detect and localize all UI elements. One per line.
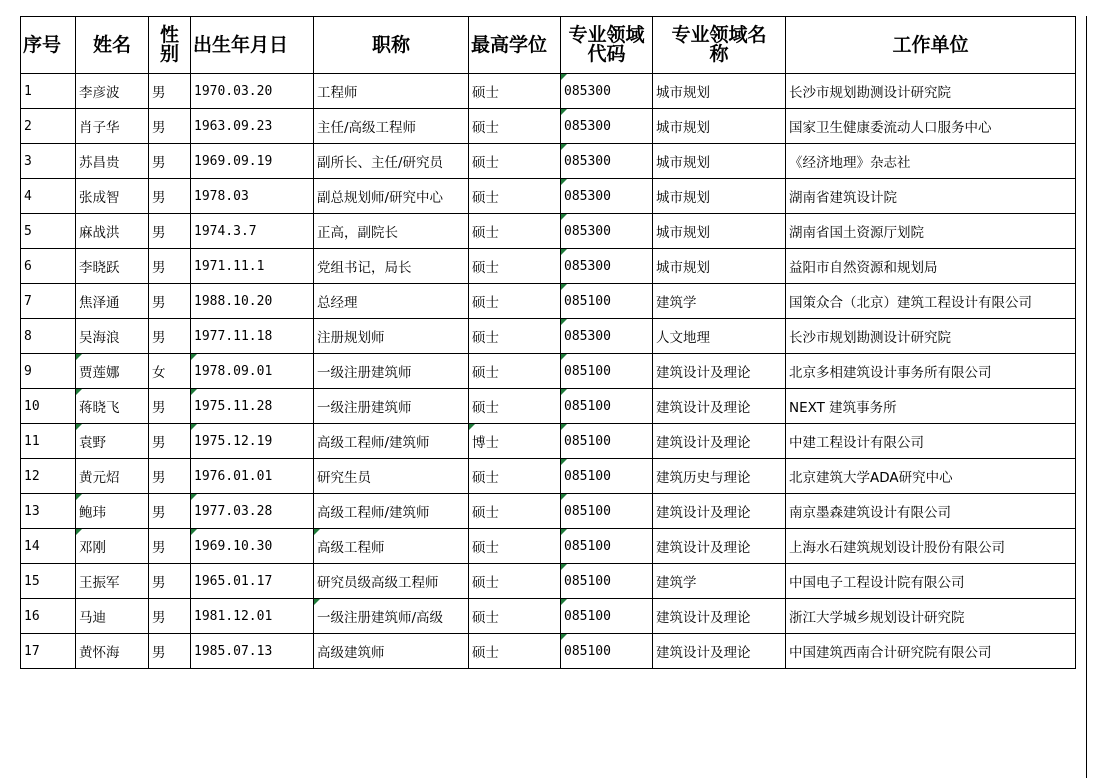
cell-code[interactable]: 085100 [561, 424, 653, 459]
cell-name[interactable]: 焦泽通 [76, 284, 149, 319]
cell-field[interactable]: 建筑设计及理论 [653, 389, 786, 424]
cell-name[interactable]: 贾莲娜 [76, 354, 149, 389]
cell-title[interactable]: 工程师 [314, 74, 469, 109]
cell-title[interactable]: 一级注册建筑师 [314, 389, 469, 424]
cell-no[interactable]: 6 [21, 249, 76, 284]
cell-no[interactable]: 14 [21, 529, 76, 564]
cell-title[interactable]: 正高，副院长 [314, 214, 469, 249]
cell-no[interactable]: 3 [21, 144, 76, 179]
table-row [21, 494, 1076, 529]
cell-org[interactable]: 湖南省国土资源厅划院 [786, 214, 1076, 249]
table-row [21, 564, 1076, 599]
cell-name[interactable]: 李晓跃 [76, 249, 149, 284]
cell-birth[interactable]: 1977.03.28 [191, 494, 314, 529]
cell-degree[interactable]: 硕士 [469, 529, 561, 564]
cell-name[interactable]: 邓刚 [76, 529, 149, 564]
header-code-line2: 代码 [587, 43, 626, 65]
cell-code[interactable]: 085300 [561, 109, 653, 144]
cell-birth[interactable]: 1976.01.01 [191, 459, 314, 494]
cell-degree[interactable]: 硕士 [469, 74, 561, 109]
cell-birth[interactable]: 1977.11.18 [191, 319, 314, 354]
cell-code[interactable]: 085100 [561, 634, 653, 669]
cell-code[interactable]: 085100 [561, 389, 653, 424]
cell-field[interactable]: 建筑设计及理论 [653, 424, 786, 459]
cell-org[interactable]: 《经济地理》杂志社 [786, 144, 1076, 179]
table-row [21, 74, 1076, 109]
cell-org[interactable]: 长沙市规划勘测设计研究院 [786, 74, 1076, 109]
cell-birth[interactable]: 1981.12.01 [191, 599, 314, 634]
cell-birth[interactable]: 1969.10.30 [191, 529, 314, 564]
table-body [21, 74, 1076, 669]
header-code-line1: 专业领域 [568, 24, 645, 46]
cell-birth[interactable]: 1974.3.7 [191, 214, 314, 249]
cell-birth[interactable]: 1978.09.01 [191, 354, 314, 389]
header-gender-line1: 性 [159, 24, 179, 46]
cell-title[interactable]: 高级工程师/建筑师 [314, 424, 469, 459]
table-row [21, 319, 1076, 354]
cell-gender[interactable]: 男 [149, 319, 191, 354]
table-row [21, 249, 1076, 284]
cell-birth[interactable]: 1963.09.23 [191, 109, 314, 144]
cell-code[interactable]: 085100 [561, 564, 653, 599]
cell-field[interactable]: 城市规划 [653, 109, 786, 144]
cell-org[interactable]: 中建工程设计有限公司 [786, 424, 1076, 459]
cell-birth[interactable]: 1970.03.20 [191, 74, 314, 109]
cell-org[interactable]: 南京墨森建筑设计有限公司 [786, 494, 1076, 529]
cell-org[interactable]: 上海水石建筑规划设计股份有限公司 [786, 529, 1076, 564]
table-row [21, 459, 1076, 494]
cell-org[interactable]: 北京多相建筑设计事务所有限公司 [786, 354, 1076, 389]
cell-name[interactable]: 王振军 [76, 564, 149, 599]
table-row [21, 599, 1076, 634]
cell-code[interactable]: 085300 [561, 179, 653, 214]
cell-name[interactable]: 鲍玮 [76, 494, 149, 529]
cell-field[interactable]: 城市规划 [653, 249, 786, 284]
cell-birth[interactable]: 1969.09.19 [191, 144, 314, 179]
cell-degree[interactable]: 硕士 [469, 214, 561, 249]
table-row [21, 144, 1076, 179]
header-birth[interactable]: 出生年月日 [191, 17, 314, 74]
cell-gender[interactable]: 男 [149, 389, 191, 424]
cell-name[interactable]: 黄怀海 [76, 634, 149, 669]
cell-code[interactable]: 085100 [561, 494, 653, 529]
header-title[interactable]: 职称 [314, 17, 469, 74]
cell-field[interactable]: 城市规划 [653, 74, 786, 109]
header-name[interactable]: 姓名 [76, 17, 149, 74]
cell-title[interactable]: 研究生员 [314, 459, 469, 494]
cell-degree[interactable]: 硕士 [469, 599, 561, 634]
cell-field[interactable]: 城市规划 [653, 144, 786, 179]
cell-no[interactable]: 9 [21, 354, 76, 389]
cell-degree[interactable]: 硕士 [469, 564, 561, 599]
header-gender[interactable] [149, 17, 191, 74]
cell-gender[interactable]: 男 [149, 144, 191, 179]
cell-no[interactable]: 5 [21, 214, 76, 249]
cell-org[interactable]: 中国建筑西南合计研究院有限公司 [786, 634, 1076, 669]
cell-no[interactable]: 8 [21, 319, 76, 354]
header-no[interactable]: 序号 [21, 17, 76, 74]
cell-name[interactable]: 黄元炤 [76, 459, 149, 494]
cell-name[interactable]: 马迪 [76, 599, 149, 634]
cell-name[interactable]: 袁野 [76, 424, 149, 459]
cell-no[interactable]: 15 [21, 564, 76, 599]
cell-degree[interactable]: 硕士 [469, 494, 561, 529]
table-row [21, 424, 1076, 459]
cell-field[interactable]: 建筑设计及理论 [653, 529, 786, 564]
table-row [21, 354, 1076, 389]
cell-gender[interactable]: 男 [149, 564, 191, 599]
cell-gender[interactable]: 男 [149, 179, 191, 214]
table-row [21, 634, 1076, 669]
cell-no[interactable]: 1 [21, 74, 76, 109]
cell-name[interactable]: 苏昌贵 [76, 144, 149, 179]
cell-birth[interactable]: 1985.07.13 [191, 634, 314, 669]
table-row [21, 214, 1076, 249]
cell-birth[interactable]: 1988.10.20 [191, 284, 314, 319]
cell-org[interactable]: NEXT 建筑事务所 [786, 389, 1076, 424]
cell-gender[interactable]: 男 [149, 284, 191, 319]
cell-no[interactable]: 17 [21, 634, 76, 669]
cell-field[interactable]: 城市规划 [653, 214, 786, 249]
cell-gender[interactable]: 男 [149, 424, 191, 459]
cell-gender[interactable]: 男 [149, 599, 191, 634]
cell-degree[interactable]: 硕士 [469, 249, 561, 284]
table-row [21, 529, 1076, 564]
table-row [21, 284, 1076, 319]
cell-no[interactable]: 10 [21, 389, 76, 424]
cell-code[interactable]: 085300 [561, 249, 653, 284]
cell-field[interactable]: 建筑学 [653, 564, 786, 599]
cell-title[interactable]: 主任/高级工程师 [314, 109, 469, 144]
cell-org[interactable]: 中国电子工程设计院有限公司 [786, 564, 1076, 599]
cell-name[interactable]: 肖子华 [76, 109, 149, 144]
cell-code[interactable]: 085100 [561, 529, 653, 564]
header-row [21, 17, 1076, 74]
cell-field[interactable]: 建筑设计及理论 [653, 494, 786, 529]
cell-degree[interactable]: 硕士 [469, 319, 561, 354]
header-gender-line2: 别 [159, 43, 179, 65]
cell-no[interactable]: 4 [21, 179, 76, 214]
cell-title[interactable]: 总经理 [314, 284, 469, 319]
cell-field[interactable]: 建筑学 [653, 284, 786, 319]
cell-code[interactable]: 085300 [561, 319, 653, 354]
header-field-line1: 专业领域名 [671, 24, 767, 46]
cell-title[interactable]: 一级注册建筑师/高级 [314, 599, 469, 634]
cell-degree[interactable]: 博士 [469, 424, 561, 459]
cell-name[interactable]: 麻战洪 [76, 214, 149, 249]
expert-table [20, 16, 1076, 669]
cell-title[interactable]: 高级建筑师 [314, 634, 469, 669]
cell-birth[interactable]: 1975.12.19 [191, 424, 314, 459]
cell-field[interactable]: 人文地理 [653, 319, 786, 354]
cell-code[interactable]: 085300 [561, 214, 653, 249]
cell-org[interactable]: 北京建筑大学ADA研究中心 [786, 459, 1076, 494]
cell-birth[interactable]: 1978.03 [191, 179, 314, 214]
cell-name[interactable]: 张成智 [76, 179, 149, 214]
cell-gender[interactable]: 男 [149, 109, 191, 144]
cell-title[interactable]: 党组书记，局长 [314, 249, 469, 284]
cell-gender[interactable]: 男 [149, 459, 191, 494]
cell-code[interactable]: 085300 [561, 144, 653, 179]
cell-org[interactable]: 国策众合（北京）建筑工程设计有限公司 [786, 284, 1076, 319]
cell-birth[interactable]: 1965.01.17 [191, 564, 314, 599]
cell-field[interactable]: 建筑设计及理论 [653, 354, 786, 389]
cell-degree[interactable]: 硕士 [469, 389, 561, 424]
cell-degree[interactable]: 硕士 [469, 459, 561, 494]
header-org[interactable]: 工作单位 [786, 17, 1076, 74]
cell-org[interactable]: 长沙市规划勘测设计研究院 [786, 319, 1076, 354]
cell-gender[interactable]: 男 [149, 249, 191, 284]
table-row [21, 179, 1076, 214]
header-degree[interactable]: 最高学位 [469, 17, 561, 74]
cell-degree[interactable]: 硕士 [469, 144, 561, 179]
cell-gender[interactable]: 男 [149, 529, 191, 564]
cell-gender[interactable]: 男 [149, 494, 191, 529]
cell-code[interactable]: 085100 [561, 284, 653, 319]
cell-gender[interactable]: 男 [149, 74, 191, 109]
cell-degree[interactable]: 硕士 [469, 109, 561, 144]
table-row [21, 389, 1076, 424]
cell-degree[interactable]: 硕士 [469, 284, 561, 319]
cell-gender[interactable]: 女 [149, 354, 191, 389]
cell-org[interactable]: 益阳市自然资源和规划局 [786, 249, 1076, 284]
cell-name[interactable]: 吴海浪 [76, 319, 149, 354]
cell-code[interactable]: 085100 [561, 599, 653, 634]
cell-birth[interactable]: 1975.11.28 [191, 389, 314, 424]
cell-field[interactable]: 建筑设计及理论 [653, 634, 786, 669]
cell-title[interactable]: 研究员级高级工程师 [314, 564, 469, 599]
cell-title[interactable]: 高级工程师 [314, 529, 469, 564]
cell-title[interactable]: 高级工程师/建筑师 [314, 494, 469, 529]
cell-birth[interactable]: 1971.11.1 [191, 249, 314, 284]
cell-field[interactable]: 建筑设计及理论 [653, 599, 786, 634]
header-field[interactable] [653, 17, 786, 74]
cell-degree[interactable]: 硕士 [469, 634, 561, 669]
cell-org[interactable]: 湖南省建筑设计院 [786, 179, 1076, 214]
cell-no[interactable]: 12 [21, 459, 76, 494]
cell-no[interactable]: 7 [21, 284, 76, 319]
cell-field[interactable]: 建筑历史与理论 [653, 459, 786, 494]
cell-org[interactable]: 浙江大学城乡规划设计研究院 [786, 599, 1076, 634]
cell-code[interactable]: 085100 [561, 354, 653, 389]
cell-code[interactable]: 085100 [561, 459, 653, 494]
cell-no[interactable]: 2 [21, 109, 76, 144]
cell-code[interactable]: 085300 [561, 74, 653, 109]
cell-name[interactable]: 蒋晓飞 [76, 389, 149, 424]
header-field-line2: 称 [709, 43, 729, 65]
cell-name[interactable]: 李彦波 [76, 74, 149, 109]
cell-title[interactable]: 副所长、主任/研究员 [314, 144, 469, 179]
cell-no[interactable]: 13 [21, 494, 76, 529]
cell-gender[interactable]: 男 [149, 214, 191, 249]
cell-gender[interactable]: 男 [149, 634, 191, 669]
header-code[interactable] [561, 17, 653, 74]
cell-title[interactable]: 一级注册建筑师 [314, 354, 469, 389]
table-row [21, 109, 1076, 144]
cell-title[interactable]: 注册规划师 [314, 319, 469, 354]
cell-org[interactable]: 国家卫生健康委流动人口服务中心 [786, 109, 1076, 144]
cell-title[interactable]: 副总规划师/研究中心 [314, 179, 469, 214]
cell-field[interactable]: 城市规划 [653, 179, 786, 214]
cell-no[interactable]: 11 [21, 424, 76, 459]
cell-no[interactable]: 16 [21, 599, 76, 634]
cell-degree[interactable]: 硕士 [469, 179, 561, 214]
column-border [1086, 16, 1087, 778]
cell-degree[interactable]: 硕士 [469, 354, 561, 389]
